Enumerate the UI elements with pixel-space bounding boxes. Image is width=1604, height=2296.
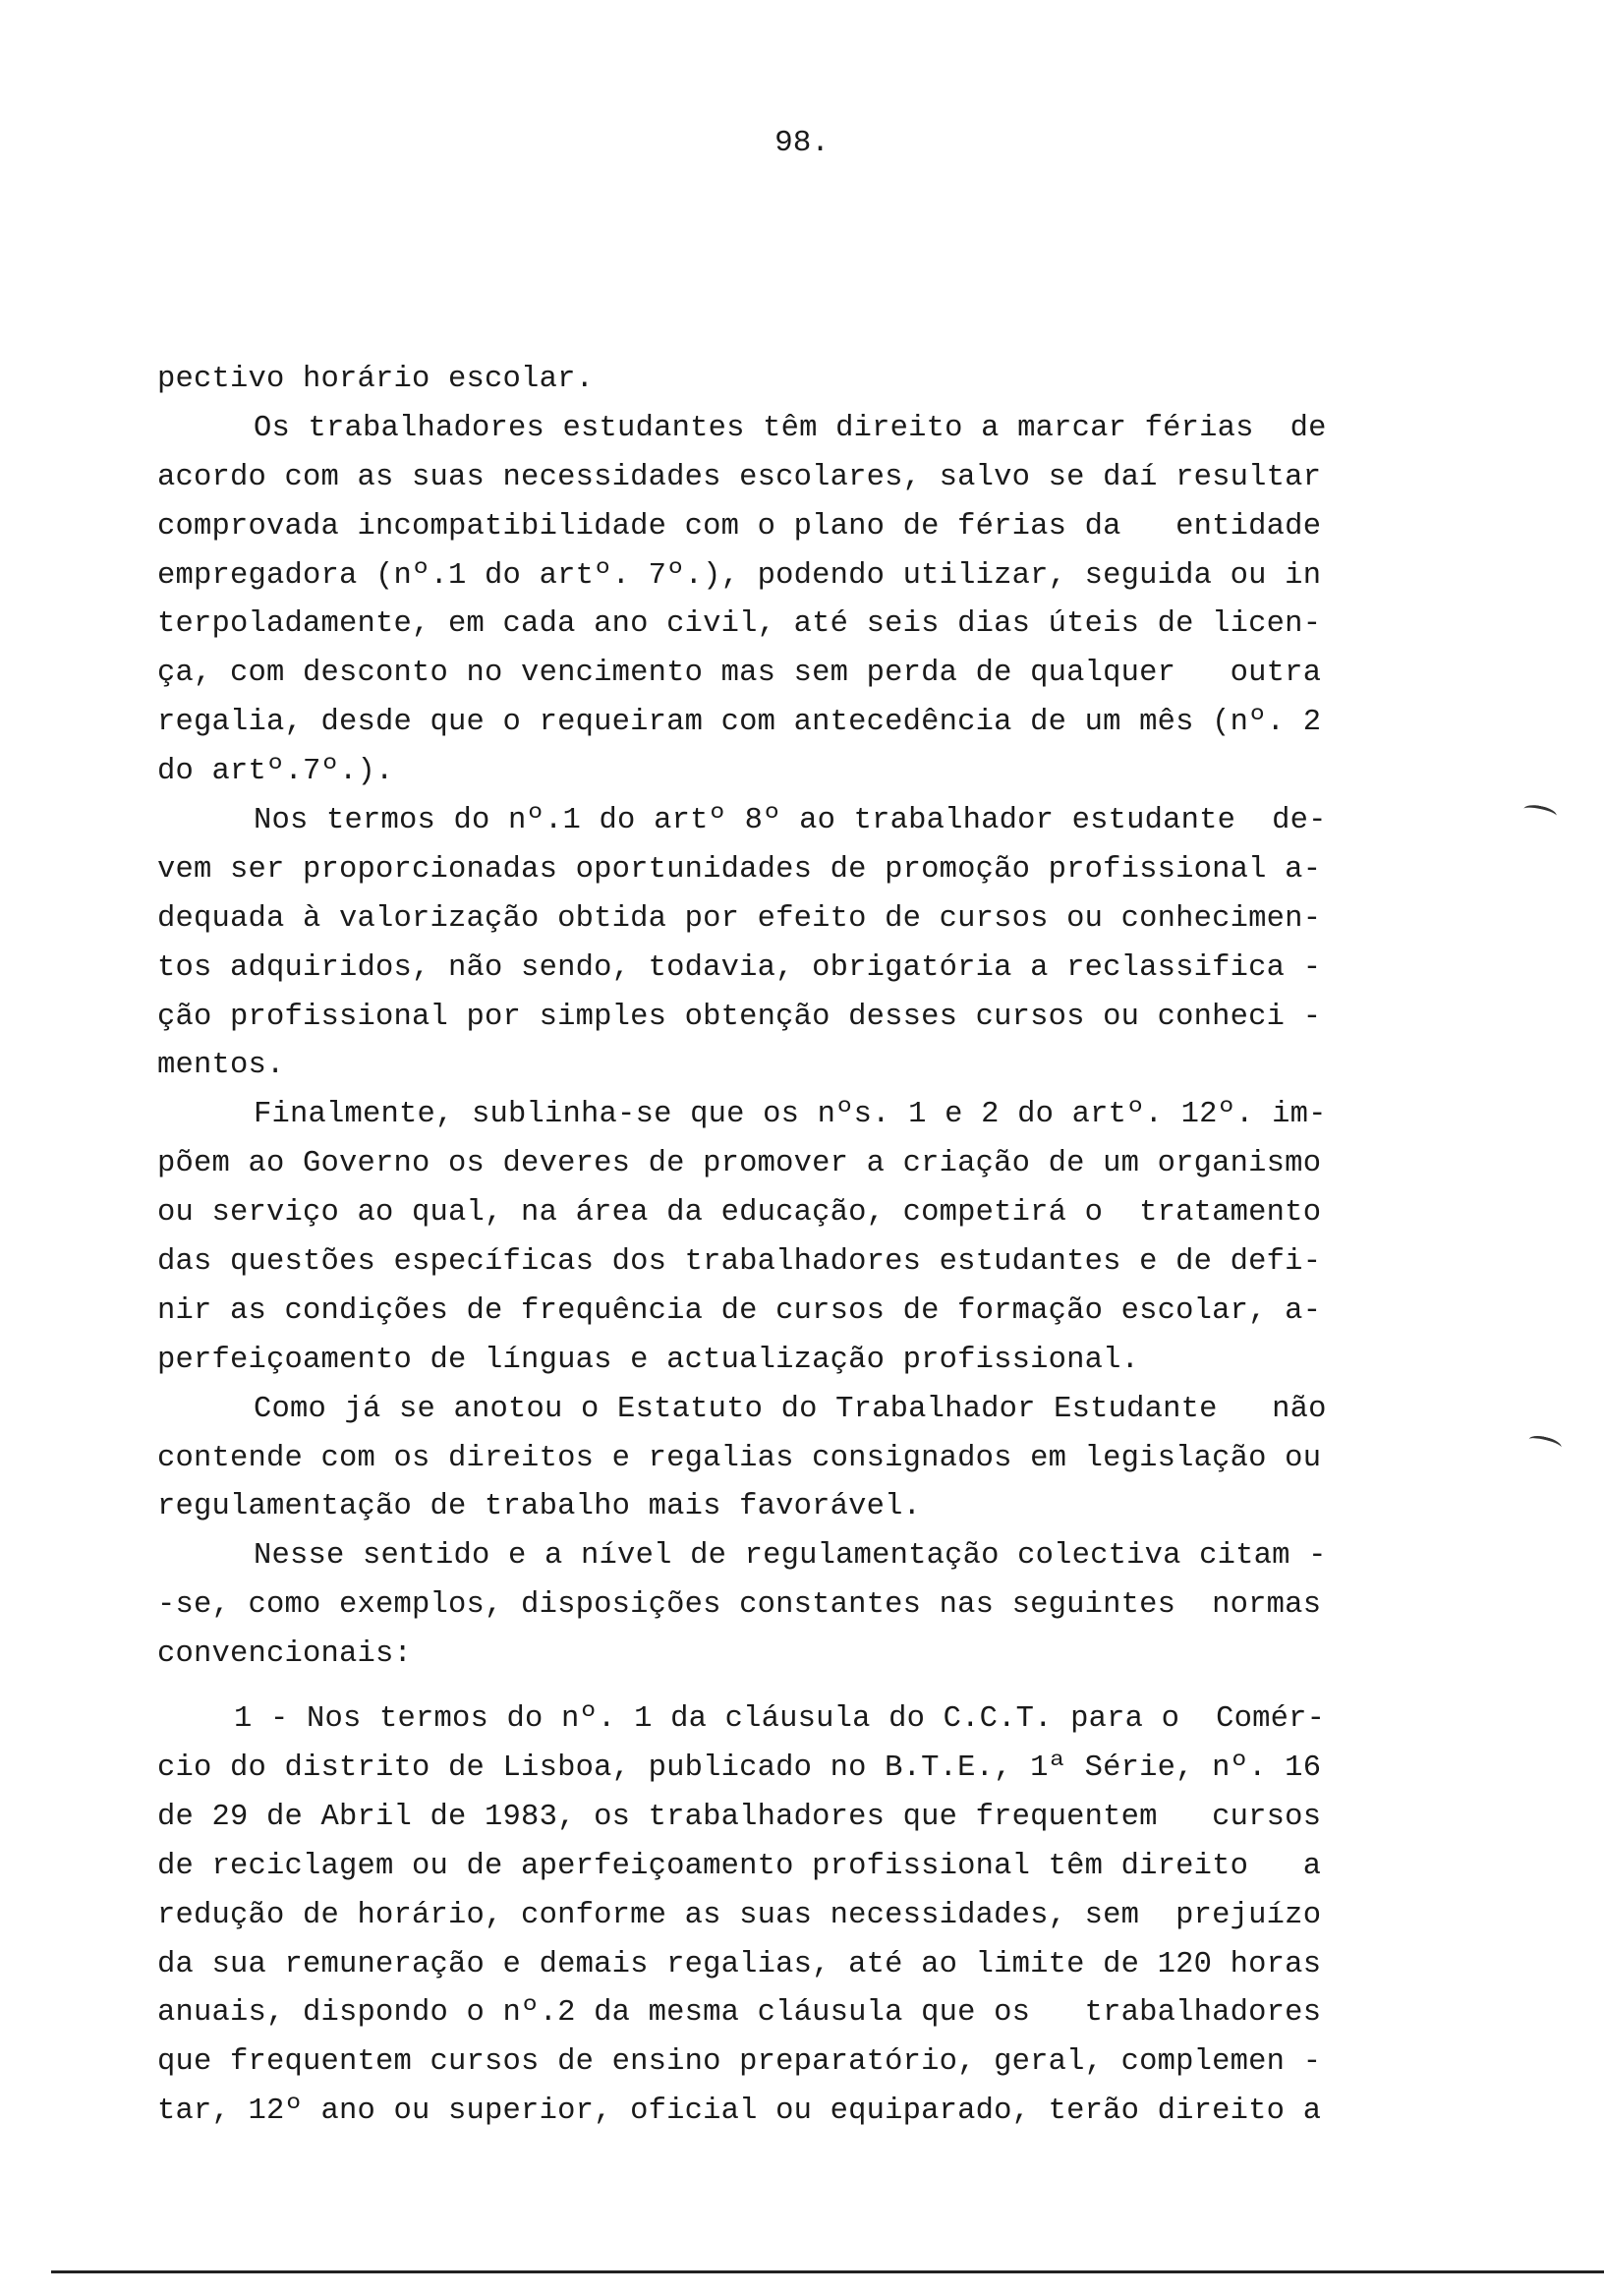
text-line: acordo com as suas necessidades escolares, salvo se daí resultar [157, 460, 1322, 494]
text-line: 1 - Nos termos do nº. 1 da cláusula do C.C.T. para o Comér- [234, 1702, 1326, 1737]
text-line: convencionais: [157, 1637, 413, 1672]
text-line: pectivo horário escolar. [157, 363, 595, 396]
text-line: tar, 12º ano ou superior, oficial ou equiparado, terão direito a [157, 2095, 1322, 2129]
text-line: mentos. [157, 1049, 285, 1083]
text-line: põem ao Governo os deveres de promover a criação de um organismo [157, 1147, 1322, 1181]
text-line: das questões específicas dos trabalhadores estudantes e de defi- [157, 1245, 1322, 1280]
text-line: -se, como exemplos, disposições constantes nas seguintes normas [157, 1588, 1322, 1623]
text-line: Nos termos do nº.1 do artº 8º ao trabalhador estudante de- [254, 804, 1327, 838]
text-line: Finalmente, sublinha-se que os nºs. 1 e 2 do artº. 12º. im- [254, 1098, 1327, 1132]
text-line: ção profissional por simples obtenção desses cursos ou conheci - [157, 1000, 1322, 1034]
text-line: vem ser proporcionadas oportunidades de promoção profissional a- [157, 852, 1322, 887]
margin-mark [1527, 1433, 1563, 1454]
text-line: ça, com desconto no vencimento mas sem perda de qualquer outra [157, 657, 1322, 691]
text-line: Nesse sentido e a nível de regulamentação colectiva citam - [254, 1539, 1327, 1574]
text-line: dequada à valorização obtida por efeito de cursos ou conhecimen- [157, 901, 1322, 936]
text-line: de 29 de Abril de 1983, os trabalhadores que frequentem cursos [157, 1800, 1322, 1834]
text-line: nir as condições de frequência de cursos de formação escolar, a- [157, 1293, 1322, 1328]
text-line: Os trabalhadores estudantes têm direito a marcar férias de [254, 411, 1327, 445]
margin-mark [1522, 803, 1558, 823]
text-line: perfeiçoamento de línguas e actualização profissional. [157, 1343, 1140, 1377]
footer-rule [51, 2270, 1604, 2273]
text-line: anuais, dispondo o nº.2 da mesma cláusula que os trabalhadores [157, 1996, 1322, 2031]
page-number: 98. [774, 126, 830, 160]
text-line: terpoladamente, em cada ano civil, até seis dias úteis de licen- [157, 607, 1322, 642]
text-line: que frequentem cursos de ensino preparatório, geral, complemen - [157, 2045, 1322, 2080]
text-line: comprovada incompatibilidade com o plano de férias da entidade [157, 509, 1322, 544]
text-line: empregadora (nº.1 do artº. 7º.), podendo utilizar, seguida ou in [157, 558, 1322, 593]
text-line: regalia, desde que o requeiram com antecedência de um mês (nº. 2 [157, 706, 1322, 740]
text-line: regulamentação de trabalho mais favorável. [157, 1490, 922, 1524]
text-line: contende com os direitos e regalias consignados em legislação ou [157, 1441, 1322, 1475]
body-text [157, 356, 1425, 2137]
text-line: do artº.7º.). [157, 755, 394, 789]
text-line: de reciclagem ou de aperfeiçoamento profissional têm direito a [157, 1849, 1322, 1883]
text-line: Como já se anotou o Estatuto do Trabalhador Estudante não [254, 1392, 1327, 1426]
text-line: tos adquiridos, não sendo, todavia, obrigatória a reclassifica - [157, 950, 1322, 985]
text-line: ou serviço ao qual, na área da educação, competirá o tratamento [157, 1196, 1322, 1231]
text-line: redução de horário, conforme as suas necessidades, sem prejuízo [157, 1898, 1322, 1932]
text-line: da sua remuneração e demais regalias, até ao limite de 120 horas [157, 1947, 1322, 1981]
text-line: cio do distrito de Lisboa, publicado no B.T.E., 1ª Série, nº. 16 [157, 1751, 1322, 1785]
